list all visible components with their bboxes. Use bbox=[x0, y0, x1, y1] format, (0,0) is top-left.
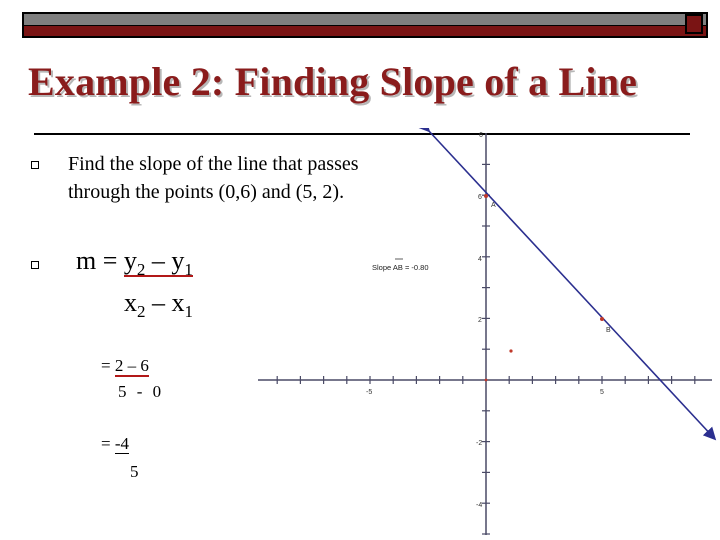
x-tick-label: 5 bbox=[600, 389, 604, 396]
x2-var: x bbox=[124, 288, 137, 317]
point-a-label: A bbox=[491, 202, 496, 209]
point-b-label: B bbox=[606, 327, 611, 334]
bullet-1-text: Find the slope of the line that passes through the points (0,6) and (5, 2). bbox=[68, 153, 359, 203]
y-tick-label: 6 bbox=[478, 194, 482, 201]
x2-subscript: 2 bbox=[137, 302, 146, 322]
point-b[interactable] bbox=[600, 317, 604, 321]
numerator-expression bbox=[123, 246, 193, 280]
minus-sign: – bbox=[145, 246, 172, 275]
y2-subscript: 2 bbox=[136, 260, 146, 280]
slope-measurement[interactable] bbox=[372, 259, 429, 272]
step1-denominator: 5 - 0 bbox=[118, 382, 165, 401]
x1-subscript: 1 bbox=[184, 302, 193, 322]
step2-denominator: 5 bbox=[130, 462, 139, 481]
header-bar bbox=[22, 12, 708, 38]
y-tick-label: 4 bbox=[478, 256, 482, 263]
step2-equals: = bbox=[101, 434, 115, 453]
minus-sign: – bbox=[145, 288, 172, 317]
m-equals: m = bbox=[76, 246, 124, 275]
coordinate-graph bbox=[250, 128, 720, 540]
x1-var: x bbox=[171, 288, 185, 317]
point-a[interactable] bbox=[484, 194, 488, 198]
step2-numerator bbox=[101, 434, 129, 454]
header-bar-square bbox=[685, 14, 703, 34]
point-marker[interactable] bbox=[509, 349, 512, 352]
step1-equals: = bbox=[101, 356, 115, 375]
x-tick-label: -5 bbox=[366, 389, 373, 396]
y-tick-label: -2 bbox=[476, 440, 483, 447]
y-tick-label: -4 bbox=[476, 502, 483, 509]
line-ab bbox=[428, 130, 714, 438]
step1-numerator-value: 2 – 6 bbox=[114, 356, 149, 375]
origin-marker bbox=[485, 379, 488, 382]
step1-numerator bbox=[101, 356, 149, 376]
slide-title: Example 2: Finding Slope of a Line bbox=[28, 59, 638, 104]
bullet-1-square-icon bbox=[31, 161, 39, 169]
slope-readout: Slope AB = -0.80 bbox=[372, 263, 429, 272]
graph-axes bbox=[258, 133, 712, 535]
slope-formula-denominator bbox=[124, 288, 193, 322]
axis-tick-labels bbox=[366, 132, 604, 509]
slope-formula-numerator bbox=[76, 246, 193, 280]
y1-subscript: 1 bbox=[184, 260, 193, 280]
bullet-2-square-icon bbox=[31, 261, 39, 269]
y-tick-label: 2 bbox=[478, 317, 482, 324]
y-axis-top-label: 6 bbox=[479, 132, 483, 139]
step2-numerator-value: -4 bbox=[114, 434, 130, 453]
y2-var: y bbox=[123, 246, 137, 275]
y1-var: y bbox=[171, 246, 185, 275]
header-bar-strip bbox=[24, 25, 706, 36]
